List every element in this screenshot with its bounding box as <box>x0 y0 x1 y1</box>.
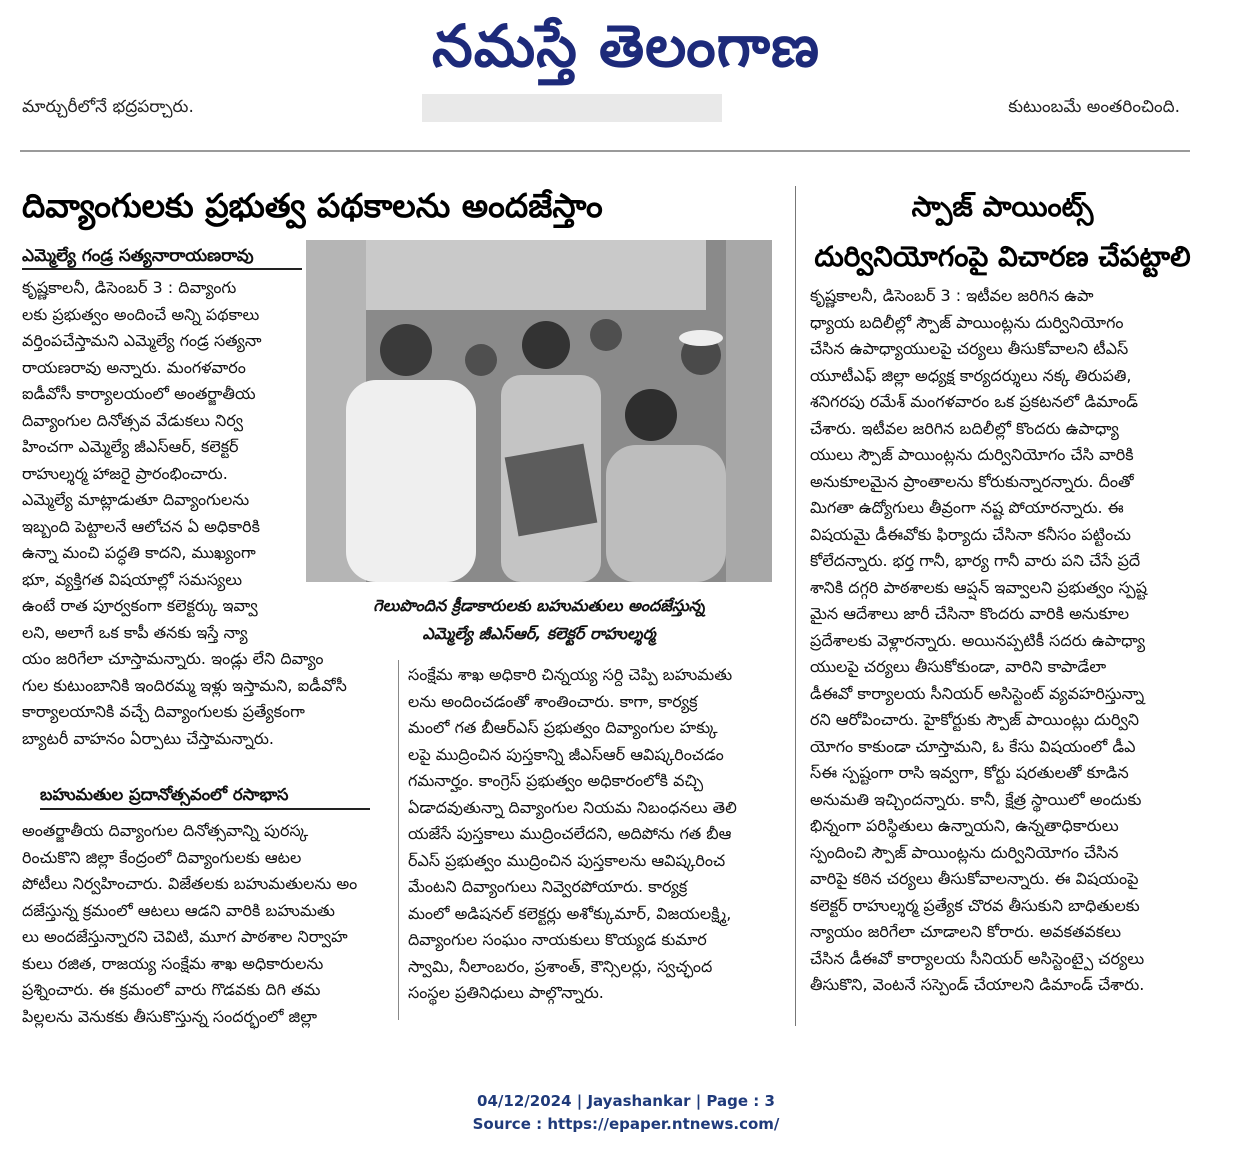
footer-source-link[interactable]: https://epaper.ntnews.com/ <box>547 1115 780 1133</box>
article-line: ప్రదేశాలకు వెళ్లారన్నారు. అయినప్పటికీ సదరు ఉపాధ్యా <box>810 630 1146 650</box>
article-line: మైన ఆదేశాలు జారీ చేసినా కొందరు వారికి అనుకూల <box>810 604 1130 623</box>
article-line: దివ్యాంగుల దినోత్సవ వేడుకలు నిర్వ <box>22 410 244 430</box>
article-line: చేశారు. ఇటీవల జరిగిన బదిలీల్లో కొందరు ఉపాధ్యా <box>810 418 1119 438</box>
article-line: అనుమతి ఇచ్చిందన్నారు. కానీ, క్షేత్ర స్థాయిలో అందుకు <box>810 789 1142 809</box>
page-footer <box>0 1090 1252 1136</box>
footer-source-label: Source : <box>472 1115 543 1133</box>
photo-caption <box>306 592 772 650</box>
article-line: శానికి దగ్గరి పాఠశాలకు ఆప్షన్ ఇవ్వాలని ప్రభుత్వం స్పష్ట <box>810 577 1148 597</box>
article-line: దజేస్తున్న క్రమంలో ఆటలు ఆడని వారికి బహుమతు <box>22 900 335 920</box>
footer-date: 04/12/2024 <box>477 1092 572 1110</box>
article-line: యూటీఎఫ్ జిల్లా అధ్యక్ష కార్యదర్శులు నక్క తిరుపతి, <box>810 365 1132 385</box>
article-line: మంలో గత బీఆర్ఎస్ ప్రభుత్వం దివ్యాంగుల హక్కు <box>408 718 718 737</box>
article-line: వర్తింపచేస్తామని ఎమ్మెల్యే గండ్ర సత్యనా <box>22 331 262 350</box>
article-line: ప్రశ్నించారు. ఈ క్రమంలో వారు గొడవకు దిగి తమ <box>22 980 321 999</box>
article-line: సంస్థల ప్రతినిధులు పాల్గొన్నారు. <box>408 983 604 1002</box>
article-line: దివ్యాంగుల సంఘం నాయకులు కొయ్యడ కుమార <box>408 930 707 949</box>
article-line: కులు రజిత, రాజయ్య సంక్షేమ శాఖ అధికారులను <box>22 953 324 973</box>
article-line: బ్యాటరీ వాహనం ఏర్పాటు చేస్తామన్నారు. <box>22 728 274 748</box>
side-headline-line-2: దుర్వినియోగంపై విచారణ చేపట్టాలి <box>814 240 1191 273</box>
top-strip-middle-image <box>422 94 722 122</box>
article-line: చేసిన డీఈవో కార్యాలయ సీనియర్ అసిస్టెంట్పై చర్యలు <box>810 948 1145 968</box>
article-line: విషయమై డీఈవోకు ఫిర్యాదు చేసినా కనీసం పట్టించు <box>810 524 1131 544</box>
article-line: లకు ప్రభుత్వం అందించే అన్ని పథకాలు <box>22 304 260 324</box>
article-line: ర్ఎస్ ప్రభుత్వం ముద్రించిన పుస్తకాలను ఆవిష్కరించ <box>408 850 726 870</box>
main-story-column-2 <box>22 818 384 1030</box>
article-line: స్ఈ స్పష్టంగా రాసి ఇవ్వగా, కోర్టు షరతులతో కూడిన <box>810 763 1129 782</box>
masthead-logo: నమస్తే తెలంగాణ <box>432 12 820 80</box>
article-line: న్యాయం జరిగేలా చూడాలని కోరారు. అవకతవకలు <box>810 922 1122 941</box>
article-line: మేంటని దివ్యాంగులు నివ్వెరపోయారు. కార్యక్ర <box>408 877 688 896</box>
article-line: పిల్లలను వెనుకకు తీసుకొస్తున్న సందర్భంలో జిల్లా <box>22 1006 317 1026</box>
article-line: మంలో అడిషనల్ కలెక్టర్లు అశోక్కుమార్, విజయలక్ష్మి, <box>408 903 732 923</box>
article-line: గమనార్హం. కాంగ్రెస్ ప్రభుత్వం అధికారంలోకి వచ్చి <box>408 771 704 790</box>
article-line: స్వామి, నీలాంబరం, ప్రశాంత్, కౌన్సిలర్లు, స్వచ్ఛంద <box>408 956 713 976</box>
article-line: మిగతా ఉద్యోగులు తీవ్రంగా నష్ట పోయారన్నారు. ఈ <box>810 498 1124 517</box>
article-line: రాహుల్శర్మ హాజరై ప్రారంభించారు. <box>22 463 228 483</box>
article-line: ధ్యాయ బదిలీల్లో స్పౌజ్ పాయింట్లను దుర్వినియోగం <box>810 312 1124 332</box>
news-photo <box>306 240 772 582</box>
column-divider-right <box>795 186 796 1026</box>
article-line: ఇబ్బంది పెట్టాలనే ఆలోచన ఏ అధికారికి <box>22 516 260 536</box>
article-line: ఏడాదవుతున్నా దివ్యాంగుల నియమ నిబంధనలు తెలి <box>408 797 737 817</box>
article-line: అంతర్జాతీయ దివ్యాంగుల దినోత్సవాన్ని పురస్క <box>22 821 309 840</box>
footer-edition-line: 04/12/2024 | Jayashankar | Page : 3 <box>477 1092 775 1110</box>
main-byline: ఎమ్మెల్యే గండ్ర సత్యనారాయణరావు <box>22 242 302 270</box>
article-line: లు అందజేస్తున్నారని చెవిటి, మూగ పాఠశాల నిర్వాహ <box>22 927 348 946</box>
caption-line-1: గెలుపొందిన క్రీడాకారులకు బహుమతులు అందజేస్తున్న <box>373 596 705 615</box>
article-line: లని, అలాగే ఒక కాపీ తనకు ఇస్తే న్యా <box>22 622 248 642</box>
main-story-column-3 <box>408 662 786 1007</box>
side-headline <box>805 182 1200 282</box>
main-story-column-1 <box>22 275 347 752</box>
top-strip-left-text: మార్చురీలోనే భద్రపర్చారు. <box>22 97 194 117</box>
article-line: ఉంటే రాత పూర్వకంగా కలెక్టర్కు ఇవ్వా <box>22 596 258 615</box>
top-strip-right-text: కుటుంబమే అంతరించింది. <box>1008 97 1180 117</box>
article-line: లను అందించడంతో శాంతించారు. కాగా, కార్యక్ర <box>408 691 698 711</box>
footer-source-line <box>0 1113 1252 1136</box>
article-line: తీసుకొని, వెంటనే సస్పెండ్ చేయాలని డిమాండ్ చేశారు. <box>810 975 1145 994</box>
article-line: రాయణరావు అన్నారు. మంగళవారం <box>22 357 246 377</box>
photo-illustration <box>306 240 772 582</box>
article-line: సంక్షేమ శాఖ అధికారి చిన్నయ్య సర్ది చెప్పి బహుమతు <box>408 665 733 684</box>
article-line: యోగం కాకుండా చూస్తామని, ఓ కేసు విషయంలో డీఎ <box>810 736 1136 756</box>
column-divider-middle <box>398 660 399 1020</box>
article-line: రని ఆరోపించారు. హైకోర్టుకు స్పౌజ్ పాయింట్లు దుర్విని <box>810 710 1140 729</box>
article-line: రించుకొని జిల్లా కేంద్రంలో దివ్యాంగులకు ఆటల <box>22 847 302 867</box>
article-line: భిన్నంగా పరిస్థితులు ఉన్నాయని, ఉన్నతాధికారులు <box>810 816 1119 835</box>
side-headline-line-1: స్పాజ్ పాయింట్స్ <box>911 190 1094 223</box>
main-subheading: బహుమతుల ప్రదానోత్సవంలో రసాభాస <box>40 780 370 810</box>
article-line: ఉన్నా మంచి పద్ధతి కాదని, ముఖ్యంగా <box>22 543 256 562</box>
article-line: కోలేదన్నారు. భర్త గానీ, భార్య గానీ వారు పని చేసే ప్రదే <box>810 551 1141 570</box>
footer-page: Page : 3 <box>706 1092 775 1110</box>
caption-line-2: ఎమ్మెల్యే జీఎస్ఆర్, కలెక్టర్ రాహుల్శర్మ <box>422 624 656 643</box>
article-line: చేసిన ఉపాధ్యాయులపై చర్యలు తీసుకోవాలని టీఎస్ <box>810 339 1129 358</box>
main-headline: దివ్యాంగులకు ప్రభుత్వ పథకాలను అందజేస్తాం <box>22 186 603 225</box>
article-line: యం జరిగేలా చూస్తామన్నారు. ఇండ్లు లేని దివ్యాం <box>22 649 324 668</box>
article-line: కృష్ణకాలనీ, డిసెంబర్ 3 : ఇటీవల జరిగిన ఉపా <box>810 286 1094 305</box>
article-line: ఐడీవోసీ కార్యాలయంలో అంతర్జాతీయ <box>22 384 256 403</box>
footer-edition: Jayashankar <box>587 1092 691 1110</box>
article-line: అనుకూలమైన ప్రాంతాలను కోరుకున్నారన్నారు. దీంతో <box>810 471 1134 491</box>
article-line: యులు స్పౌజ్ పాయింట్లను దుర్వినియోగం చేసి వారికి <box>810 445 1134 464</box>
article-line: శనిగరపు రమేశ్ మంగళవారం ఒక ప్రకటనలో డిమాండ్ <box>810 392 1139 411</box>
article-line: పోటీలు నిర్వహించారు. విజేతలకు బహుమతులను అం <box>22 874 358 893</box>
article-line: వారిపై కఠిన చర్యలు తీసుకోవాలన్నారు. ఈ విషయంపై <box>810 869 1139 888</box>
article-line: డీఈవో కార్యాలయ సీనియర్ అసిస్టెంట్ వ్యవహరిస్తున్నా <box>810 683 1145 703</box>
article-line: యులపై చర్యలు తీసుకోకుండా, వారిని కాపాడేలా <box>810 657 1107 676</box>
article-line: హించగా ఎమ్మెల్యే జీఎస్ఆర్, కలెక్టర్ <box>22 437 239 456</box>
article-line: గుల కుటుంబానికి ఇందిరమ్మ ఇళ్లు ఇస్తామని, ఐడీవోసీ <box>22 675 347 695</box>
article-line: భూ, వ్యక్తిగత విషయాల్లో సమస్యలు <box>22 569 243 589</box>
side-story-body <box>810 283 1190 999</box>
article-line: లపై ముద్రించిన పుస్తకాన్ని జీఎస్ఆర్ ఆవిష్కరించడం <box>408 744 724 764</box>
article-line: ఎమ్మెల్యే మాట్లాడుతూ దివ్యాంగులను <box>22 490 250 509</box>
article-line: స్పందించి స్పౌజ్ పాయింట్లను దుర్వినియోగం చేసిన <box>810 842 1119 862</box>
article-line: యజేసే పుస్తకాలు ముద్రించలేదని, అదిపోను గత బీఆ <box>408 824 732 843</box>
article-line: కార్యాలయానికి వచ్చే దివ్యాంగులకు ప్రత్యేకంగా <box>22 702 305 721</box>
article-line: కృష్ణకాలనీ, డిసెంబర్ 3 : దివ్యాంగు <box>22 278 237 297</box>
article-line: కలెక్టర్ రాహుల్శర్మ ప్రత్యేక చొరవ తీసుకుని బాధితులకు <box>810 895 1140 915</box>
top-divider-rule <box>20 150 1190 152</box>
